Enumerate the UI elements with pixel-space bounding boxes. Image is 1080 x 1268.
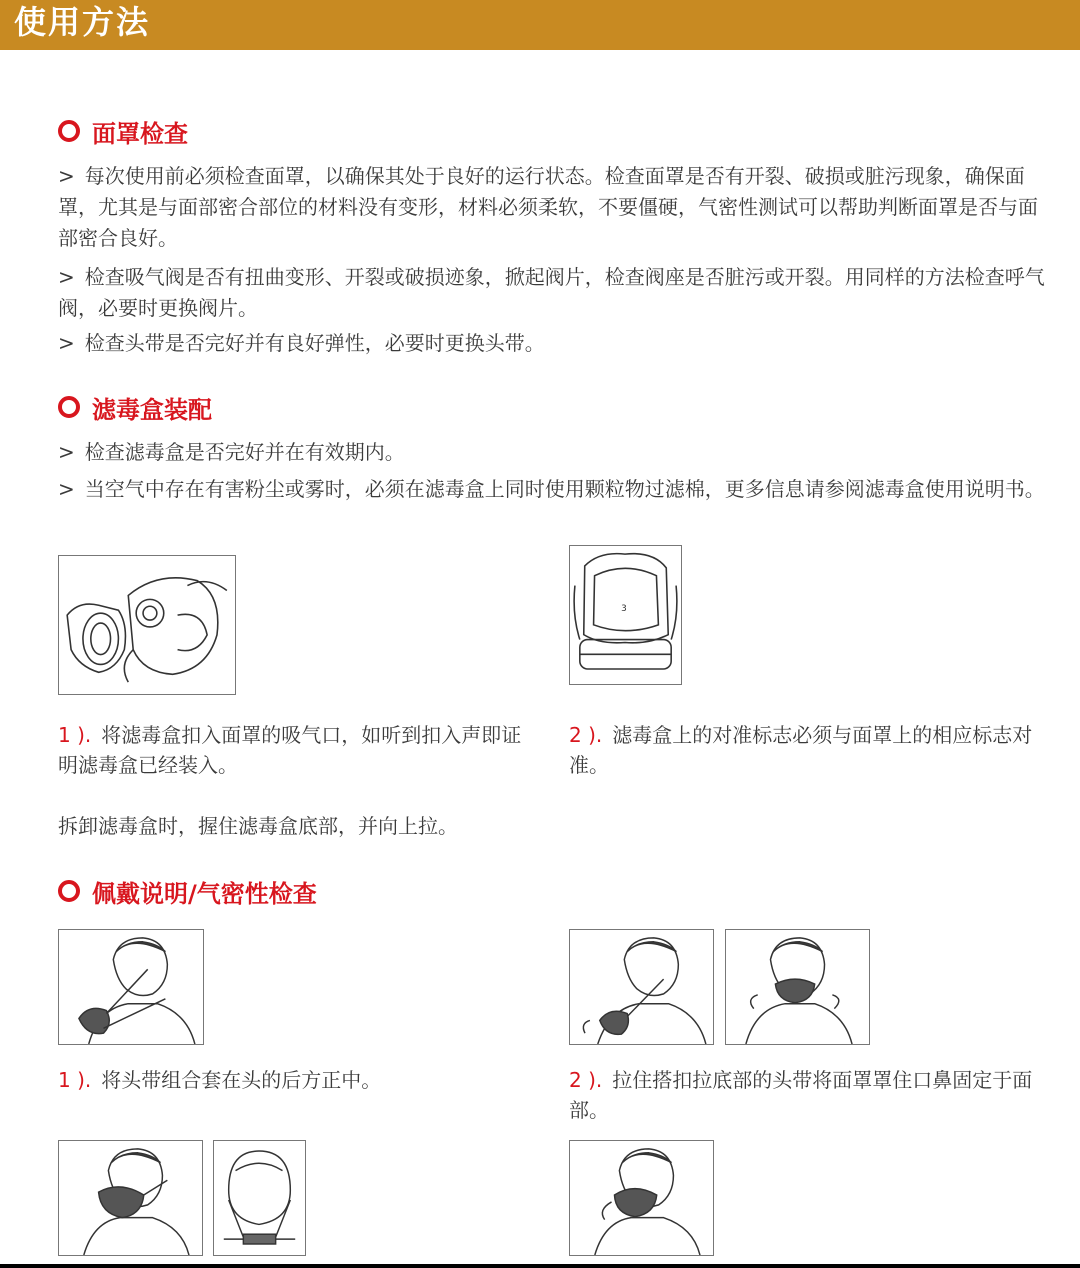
step-number: 1 ). [58,723,92,747]
cartridge-insert-illustration [58,555,236,695]
section-heading-cartridge-assembly [58,390,212,424]
bottom-divider [0,1264,1080,1268]
step-text: 滤毒盒上的对准标志必须与面罩上的相应标志对准。 [569,723,1033,777]
cartridge-alignment-illustration [569,545,682,685]
alignment-mark-label: 3 [621,604,627,615]
paragraph [58,262,1048,324]
paragraph [58,474,1048,505]
bullet-marker: > [58,440,75,464]
paragraph-text: 检查滤毒盒是否完好并在有效期内。 [84,440,405,464]
paragraph-text: 检查吸气阀是否有扭曲变形、开裂或破损迹象，掀起阀片，检查阀座是否脏污或开裂。用同样的方法检查呼气阀，必要时更换阀片。 [58,265,1045,320]
circle-bullet-icon [58,120,80,142]
section-heading-mask-check [58,114,188,148]
wearing-step-3-illustration [58,1140,203,1256]
paragraph-text: 每次使用前必须检查面罩，以确保其处于良好的运行状态。检查面罩是否有开裂、破损或脏污现象，确保面罩，尤其是与面部密合部位的材料没有变形，材料必须柔软，不要僵硬，气密性测试可以帮助判断面罩是否与面部密合良好。 [58,164,1038,250]
step-caption [58,1065,528,1095]
section-title: 滤毒盒装配 [92,395,212,424]
step-text: 拉住搭扣拉底部的头带将面罩罩住口鼻固定于面部。 [569,1068,1033,1122]
step-caption [569,1065,1039,1125]
step-number: 2 ). [569,723,603,747]
wearing-step-1-illustration [58,929,204,1045]
section-heading-wearing-instructions [58,874,317,908]
paragraph-text: 检查头带是否完好并有良好弹性，必要时更换头带。 [84,331,545,355]
paragraph-text: 当空气中存在有害粉尘或雾时，必须在滤毒盒上同时使用颗粒物过滤棉，更多信息请参阅滤毒盒使用说明书。 [84,477,1045,501]
page-title: 使用方法 [14,3,151,41]
section-title: 佩戴说明/气密性检查 [92,879,317,908]
bullet-marker: > [58,265,75,289]
step-number: 1 ). [58,1068,92,1092]
step-text: 将头带组合套在头的后方正中。 [101,1068,382,1092]
step-caption [58,720,528,780]
circle-bullet-icon [58,880,80,902]
bullet-marker: > [58,164,75,188]
wearing-step-2b-illustration [725,929,870,1045]
paragraph [58,161,1048,254]
circle-bullet-icon [58,396,80,418]
head-back-view-illustration [213,1140,306,1256]
paragraph [58,328,1048,359]
header-bar [0,0,1080,50]
wearing-step-2a-illustration [569,929,714,1045]
paragraph [58,437,1048,468]
step-text: 将滤毒盒扣入面罩的吸气口，如听到扣入声即证明滤毒盒已经装入。 [58,723,522,777]
bullet-marker: > [58,477,75,501]
step-caption [569,720,1039,780]
removal-note: 拆卸滤毒盒时，握住滤毒盒底部，并向上拉。 [58,814,458,838]
step-number: 2 ). [569,1068,603,1092]
bullet-marker: > [58,331,75,355]
wearing-step-4-illustration [569,1140,714,1256]
section-title: 面罩检查 [92,119,188,148]
